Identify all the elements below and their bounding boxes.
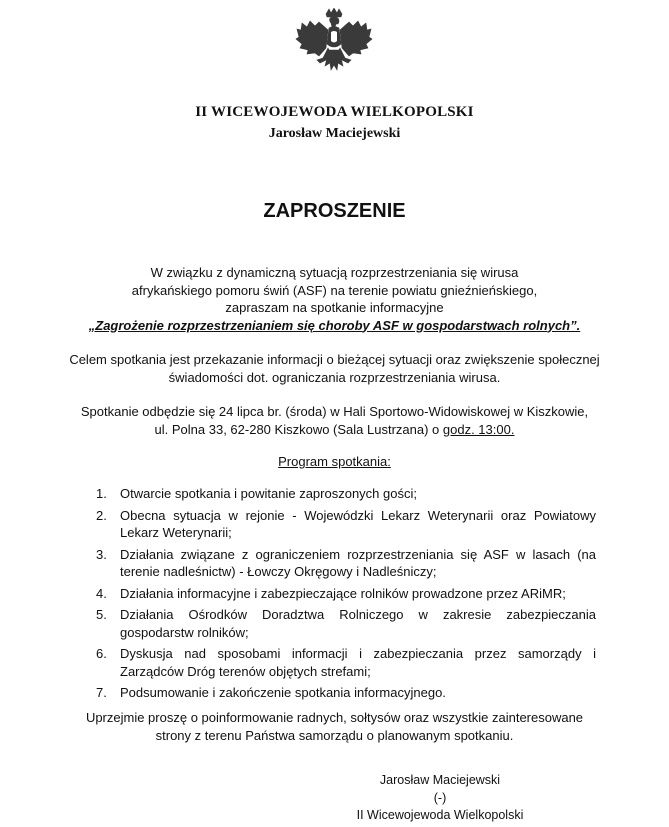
list-item-number: 3.: [96, 546, 107, 562]
closing-line: strony z terenu Państwa samorządu o planowanym spotkaniu.: [155, 727, 514, 743]
purpose-paragraph: [40, 351, 629, 386]
list-item-number: 7.: [96, 685, 107, 700]
list-item: [96, 606, 596, 641]
list-item: [96, 485, 596, 503]
meeting-address: ul. Polna 33, 62-280 Kiszkowo (Sala Lustrzana) o: [154, 421, 443, 437]
meeting-address-line: [40, 421, 629, 439]
meeting-subject: „Zagrożenie rozprzestrzenianiem się choroby ASF w gospodarstwach rolnych”.: [88, 317, 581, 333]
intro-paragraph: [40, 264, 629, 334]
intro-line: W związku z dynamiczną sytuacją rozprzestrzeniania się wirusa: [150, 265, 519, 280]
signature-role: II Wicewojewoda Wielkopolski: [356, 808, 524, 822]
list-item: [96, 507, 596, 542]
list-item-number: 5.: [96, 607, 107, 622]
list-item-text: Podsumowanie i zakończenie spotkania informacyjnego.: [120, 685, 446, 700]
office-heading: II WICEWOJEWODA WIELKOPOLSKI: [195, 104, 474, 120]
list-item-text: Obecna sytuacja w rejonie - Wojewódzki Lekarz Weterynarii oraz Powiatowy Lekarz Weterynarii;: [120, 507, 596, 540]
signature-mark: (-): [433, 790, 447, 805]
list-item-number: 6.: [96, 646, 107, 661]
program-list: [96, 485, 596, 706]
list-item-text: Dyskusja nad sposobami informacji i zabezpieczania przez samorządy i Zarządców Dróg terenów objętych strefami;: [120, 646, 596, 679]
list-item: [96, 585, 596, 603]
signature-block: [340, 772, 540, 825]
polish-eagle-emblem-icon: [293, 8, 375, 86]
purpose-line: Celem spotkania jest przekazanie informacji o bieżącej sytuacji oraz zwiększenie społecznej: [69, 352, 600, 367]
intro-line: afrykańskiego pomoru świń (ASF) na terenie powiatu gnieźnieńskiego,: [131, 282, 538, 298]
list-item-text: Otwarcie spotkania i powitanie zaproszonych gości;: [120, 486, 417, 501]
list-item: [96, 546, 596, 581]
list-item-text: Działania informacyjne i zabezpieczające rolników prowadzone przez ARiMR;: [120, 585, 566, 601]
document-title: ZAPROSZENIE: [263, 200, 406, 222]
closing-paragraph: [40, 709, 629, 744]
program-heading: Program spotkania:: [278, 454, 391, 469]
list-item-number: 2.: [96, 507, 107, 523]
meeting-time: godz. 13:00.: [442, 421, 515, 437]
closing-line: Uprzejmie proszę o poinformowanie radnych, sołtysów oraz wszystkie zainteresowane: [85, 710, 584, 725]
list-item: [96, 684, 596, 702]
signature-name: Jarosław Maciejewski: [379, 773, 501, 787]
purpose-line: świadomości dot. ograniczania rozprzestrzeniania wirusa.: [168, 369, 501, 385]
list-item-number: 4.: [96, 585, 107, 601]
list-item-text: Działania Ośrodków Doradztwa Rolniczego w zakresie zabezpieczania gospodarstw rolników;: [120, 607, 596, 640]
person-name-heading: Jarosław Maciejewski: [268, 126, 401, 141]
list-item-text: Działania związane z ograniczeniem rozprzestrzeniania się ASF w lasach (na terenie nadleśnictw) - Łowczy Okręgowy i Nadleśniczy;: [120, 546, 596, 579]
list-item: [96, 645, 596, 680]
list-item-number: 1.: [96, 486, 107, 501]
meeting-venue-line: Spotkanie odbędzie się 24 lipca br. (środa) w Hali Sportowo-Widowiskowej w Kiszkowie,: [80, 404, 589, 419]
meeting-details-paragraph: [40, 403, 629, 438]
intro-line: zapraszam na spotkanie informacyjne: [225, 300, 444, 315]
